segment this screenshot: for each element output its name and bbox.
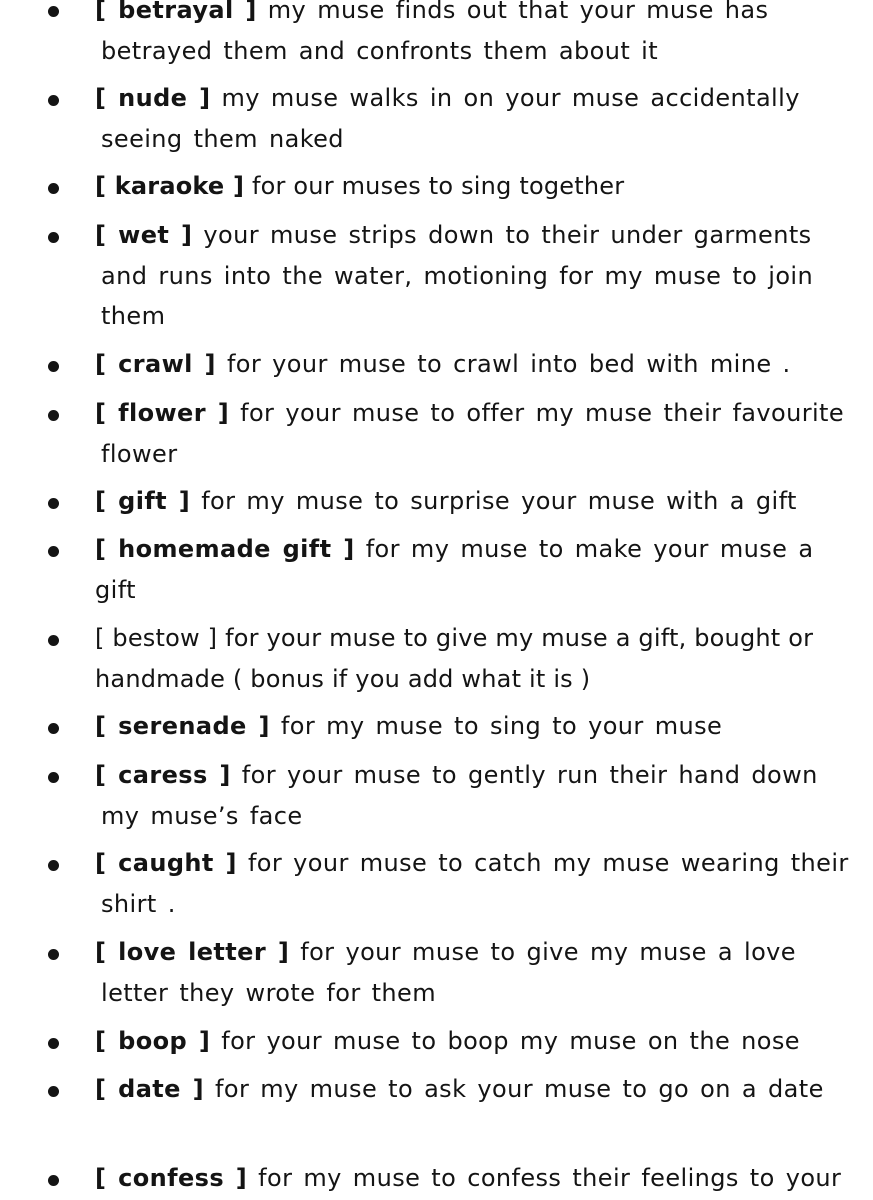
prompt-text: for your muse to boop my muse on the nose bbox=[221, 1027, 800, 1055]
prompt-tag: [ homemade gift ] bbox=[95, 535, 355, 563]
prompt-text: for my muse to ask your muse to go on a date bbox=[215, 1075, 824, 1103]
prompt-text: my muse finds out that your muse has bbox=[267, 0, 769, 24]
prompt-text: your muse strips down to their under garments bbox=[203, 221, 812, 249]
bullet-icon bbox=[48, 635, 59, 646]
prompt-tag: [ confess ] bbox=[95, 1164, 248, 1192]
bullet-icon bbox=[48, 949, 59, 960]
prompt-text: betrayed them and confronts them about it bbox=[101, 36, 659, 65]
prompt-text: my muse’s face bbox=[101, 801, 303, 830]
prompt-text: for your muse to give my muse a gift, bought or bbox=[225, 624, 814, 652]
bullet-icon bbox=[48, 1086, 59, 1097]
prompt-text: for your muse to catch my muse wearing their bbox=[247, 849, 849, 877]
prompt-text: and runs into the water, motioning for my muse to join bbox=[101, 261, 814, 290]
prompt-tag: [ caught ] bbox=[95, 849, 237, 877]
prompt-text: handmade ( bonus if you add what it is ) bbox=[95, 664, 591, 693]
prompt-tag: [ karaoke ] bbox=[95, 172, 245, 200]
bullet-icon bbox=[48, 361, 59, 372]
prompt-text: for my muse to confess their feelings to your bbox=[258, 1164, 842, 1192]
prompt-text: for your muse to crawl into bed with mine . bbox=[226, 350, 791, 378]
prompt-tag: [ love letter ] bbox=[95, 938, 290, 966]
bullet-icon bbox=[48, 772, 59, 783]
bullet-icon bbox=[48, 6, 59, 17]
prompt-tag: [ bestow ] bbox=[95, 624, 218, 652]
prompt-text: for your muse to offer my muse their favourite bbox=[240, 399, 845, 427]
prompt-text: flower bbox=[101, 439, 178, 468]
prompt-text: seeing them naked bbox=[101, 124, 344, 153]
prompt-tag: [ nude ] bbox=[95, 84, 211, 112]
prompt-tag: [ betrayal ] bbox=[95, 0, 257, 24]
prompt-tag: [ crawl ] bbox=[95, 350, 216, 378]
prompt-text: shirt . bbox=[101, 889, 176, 918]
prompt-text: for your muse to give my muse a love bbox=[300, 938, 796, 966]
prompt-text: them bbox=[101, 302, 166, 330]
prompt-tag: [ date ] bbox=[95, 1075, 204, 1103]
bullet-icon bbox=[48, 232, 59, 243]
bullet-icon bbox=[48, 183, 59, 194]
bullet-icon bbox=[48, 1038, 59, 1049]
prompt-text: for our muses to sing together bbox=[251, 172, 625, 200]
bullet-icon bbox=[48, 723, 59, 734]
prompt-text: my muse walks in on your muse accidentally bbox=[221, 84, 800, 112]
bullet-icon bbox=[48, 95, 59, 106]
prompt-text: letter they wrote for them bbox=[101, 978, 436, 1007]
prompt-text: for my muse to surprise your muse with a gift bbox=[201, 487, 797, 515]
prompt-text: for my muse to sing to your muse bbox=[280, 712, 723, 740]
prompt-tag: [ boop ] bbox=[95, 1027, 211, 1055]
bullet-icon bbox=[48, 860, 59, 871]
bullet-icon bbox=[48, 1175, 59, 1186]
bullet-icon bbox=[48, 410, 59, 421]
prompt-tag: [ wet ] bbox=[95, 221, 193, 249]
prompt-tag: [ flower ] bbox=[95, 399, 230, 427]
prompt-text: for my muse to make your muse a gift bbox=[95, 535, 814, 604]
prompt-tag: [ serenade ] bbox=[95, 712, 270, 740]
bullet-icon bbox=[48, 498, 59, 509]
prompt-text: for your muse to gently run their hand down bbox=[241, 761, 818, 789]
prompt-tag: [ caress ] bbox=[95, 761, 231, 789]
prompt-tag: [ gift ] bbox=[95, 487, 191, 515]
bullet-icon bbox=[48, 546, 59, 557]
